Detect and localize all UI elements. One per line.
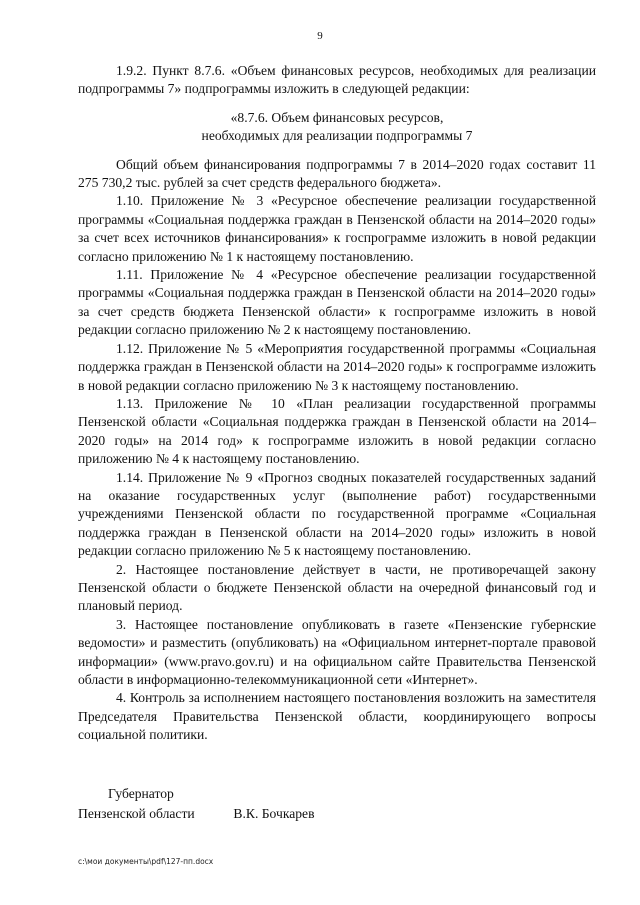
section-heading-line-2: необходимых для реализации подпрограммы 7 [201,128,473,144]
paragraph-1-13: 1.13. Приложение № 10 «План реализации государственной программы Пензенской области «Социальная поддержка граждан в Пензенской области на 2014–2020 годы» на 2014 год» к госпрограмме изложить в новой редакции согласно приложению № 4 к настоящему постановлению. [78,395,596,467]
signature-name: В.К. Бочкарев [233,806,315,821]
paragraph-funding-total: Общий объем финансирования подпрограммы 7 в 2014–2020 годах составит 11 275 730,2 тыс. рублей за счет средств федерального бюджета». [78,156,596,191]
paragraph-2: 2. Настоящее постановление действует в части, не противоречащей закону Пензенской области о бюджете Пензенской области на очередной финансовый год и плановый период. [78,561,596,614]
signature-name-row [78,804,315,824]
file-path-footer: c:\мои документы\pdf\127-пп.docx [78,857,214,866]
paragraph-1-10: 1.10. Приложение № 3 «Ресурсное обеспечение реализации государственной программы «Социальная поддержка граждан в Пензенской области на 2014–2020 годы» за счет всех источников финансирования» к госпрограмме изложить в новой редакции согласно приложению № 1 к настоящему постановлению. [78,193,596,264]
signature-region: Пензенской области [78,806,195,821]
section-heading [78,109,596,146]
section-heading-line-1: «8.7.6. Объем финансовых ресурсов, [230,109,444,125]
document-body [78,62,596,745]
signature-block [78,784,315,824]
paragraph-3: 3. Настоящее постановление опубликовать в газете «Пензенские губернские ведомости» и разместить (опубликовать) на «Официальном интернет-портале правовой информации» (www.pravo.gov.ru) и на официальном сайте Правительства Пензенской области в информационно-телекоммуникационной сети «Интернет». [78,616,596,687]
paragraph-1-14: 1.14. Приложение № 9 «Прогноз сводных показателей государственных заданий на оказание государственных услуг (выполнение работ) государственными учреждениями Пензенской области по государственной программе «Социальная поддержка граждан в Пензенской области на 2014–2020 годы» изложить в новой редакции согласно приложению № 5 к настоящему постановлению. [78,469,596,559]
paragraph-1-12: 1.12. Приложение № 5 «Мероприятия государственной программы «Социальная поддержка граждан в Пензенской области на 2014–2020 годы» к госпрограмме изложить в новой редакции согласно приложению № 3 к настоящему постановлению. [78,340,596,393]
paragraph-1-9-2: 1.9.2. Пункт 8.7.6. «Объем финансовых ресурсов, необходимых для реализации подпрограммы 7» подпрограммы изложить в следующей редакции: [78,63,596,97]
paragraph-4: 4. Контроль за исполнением настоящего постановления возложить на заместителя Председателя Правительства Пензенской области, координирующего вопросы социальной политики. [78,690,596,743]
paragraph-1-11: 1.11. Приложение № 4 «Ресурсное обеспечение реализации государственной программы «Социальная поддержка граждан в Пензенской области на 2014–2020 годы» за счет средств бюджета Пензенской области» к госпрограмме изложить в новой редакции согласно приложению № 2 к настоящему постановлению. [78,267,596,338]
page-number: 9 [317,30,323,42]
signature-title: Губернатор [108,786,174,801]
